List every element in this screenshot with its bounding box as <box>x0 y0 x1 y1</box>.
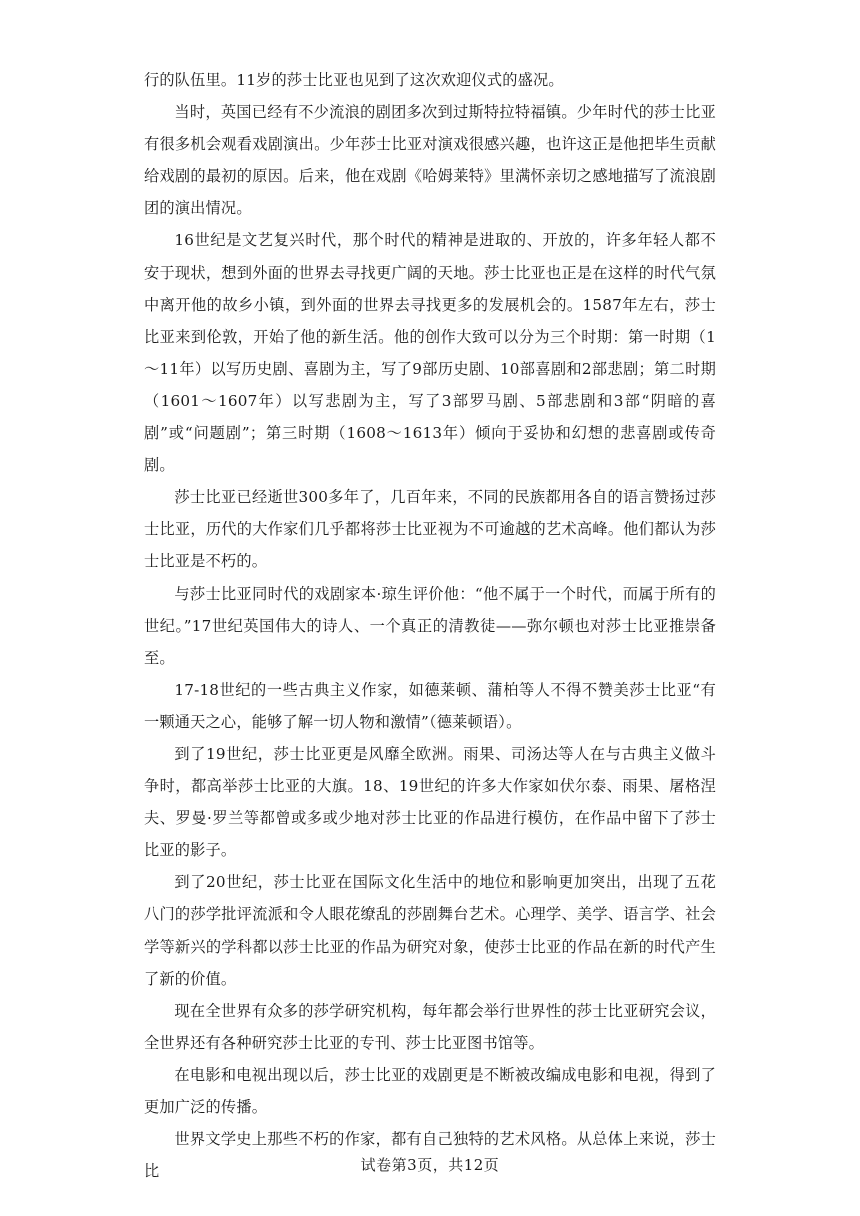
paragraph-1: 行的队伍里。11岁的莎士比亚也见到了这次欢迎仪式的盛况。 <box>144 71 564 89</box>
paragraph-5: 与莎士比亚同时代的戏剧家本·琼生评价他：“他不属于一个时代，而属于所有的世纪。”17世纪英国伟大的诗人、一个真正的清教徒——弥尔顿也对莎士比亚推崇备至。 <box>144 584 716 667</box>
paragraph-10: 在电影和电视出现以后，莎士比亚的戏剧更是不断被改编成电影和电视，得到了更加广泛的传播。 <box>144 1065 716 1116</box>
document-body <box>144 64 716 1187</box>
paragraph-4: 莎士比亚已经逝世300多年了，几百年来，不同的民族都用各自的语言赞扬过莎士比亚，历代的大作家们几乎都将莎士比亚视为不可逾越的艺术高峰。他们都认为莎士比亚是不朽的。 <box>144 488 716 571</box>
paragraph-11: 世界文学史上那些不朽的作家，都有自己独特的艺术风格。从总体上来说，莎士比 <box>144 1130 716 1181</box>
paragraph-8: 到了20世纪，莎士比亚在国际文化生活中的地位和影响更加突出，出现了五花八门的莎学批评流派和令人眼花缭乱的莎剧舞台艺术。心理学、美学、语言学、社会学等新兴的学科都以莎士比亚的作品为研究对象，使莎士比亚的作品在新的时代产生了新的价值。 <box>144 873 716 988</box>
paragraph-3: 16世纪是文艺复兴时代，那个时代的精神是进取的、开放的，许多年轻人都不安于现状，想到外面的世界去寻找更广阔的天地。莎士比亚也正是在这样的时代气氛中离开他的故乡小镇，到外面的世界去寻找更多的发展机会的。1587年左右，莎士比亚来到伦敦，开始了他的新生活。他的创作大致可以分为三个时期：第一时期（1～11年）以写历史剧、喜剧为主，写了9部历史剧、10部喜剧和2部悲剧；第二时期（1601～1607年）以写悲剧为主，写了3部罗马剧、5部悲剧和3部“阴暗的喜剧”或“问题剧”；第三时期（1608～1613年）倾向于妥协和幻想的悲喜剧或传奇剧。 <box>144 231 716 475</box>
page-footer: 试卷第3页，共12页 <box>360 1156 500 1174</box>
paragraph-2: 当时，英国已经有不少流浪的剧团多次到过斯特拉特福镇。少年时代的莎士比亚有很多机会观看戏剧演出。少年莎士比亚对演戏很感兴趣，也许这正是他把毕生贡献给戏剧的最初的原因。后来，他在戏剧《哈姆莱特》里满怀亲切之感地描写了流浪剧团的演出情况。 <box>144 103 716 218</box>
paragraph-6: 17-18世纪的一些古典主义作家，如德莱顿、蒲柏等人不得不赞美莎士比亚“有一颗通天之心，能够了解一切人物和激情”（德莱顿语）。 <box>144 680 716 731</box>
paragraph-7: 到了19世纪，莎士比亚更是风靡全欧洲。雨果、司汤达等人在与古典主义做斗争时，都高举莎士比亚的大旗。18、19世纪的许多大作家如伏尔泰、雨果、屠格涅夫、罗曼·罗兰等都曾或多或少地对莎士比亚的作品进行模仿，在作品中留下了莎士比亚的影子。 <box>144 744 716 860</box>
paragraph-9: 现在全世界有众多的莎学研究机构，每年都会举行世界性的莎士比亚研究会议，全世界还有各种研究莎士比亚的专刊、莎士比亚图书馆等。 <box>144 1001 716 1052</box>
